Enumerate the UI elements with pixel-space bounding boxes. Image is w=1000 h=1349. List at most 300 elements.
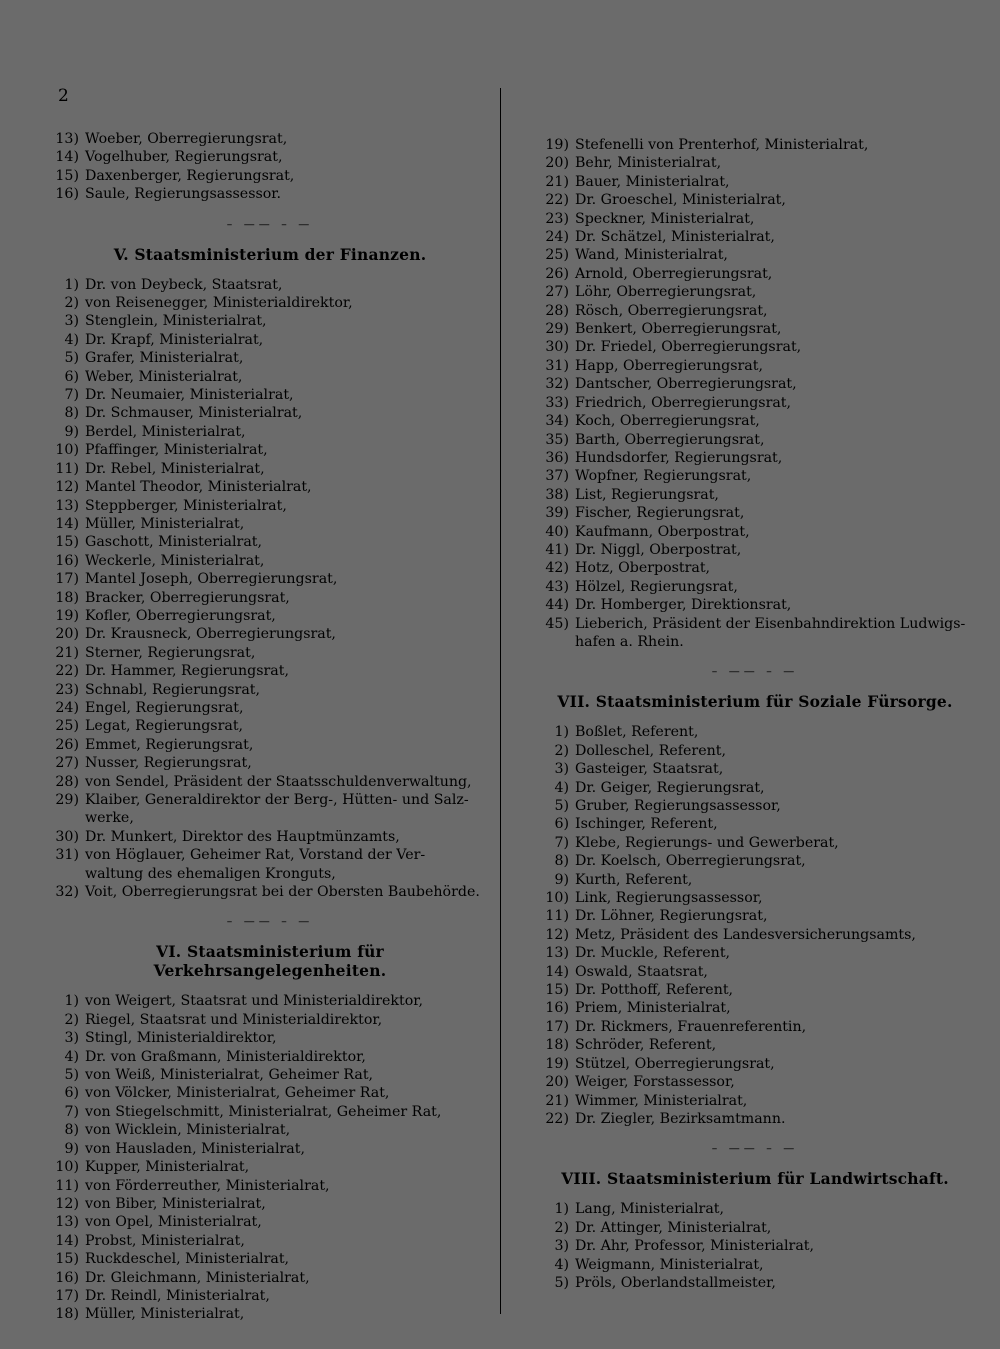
entry-text: Dr. Gleichmann, Ministerialrat, [85,1269,310,1286]
list-item [530,815,980,833]
entry-text: Dr. von Graßmann, Ministerialdirektor, [85,1048,366,1065]
entry-text: von Biber, Ministerialrat, [85,1195,266,1212]
entry-number: 39) [545,505,569,522]
list-item [40,883,500,901]
entry-number: 25) [55,718,79,735]
section-separator: – —— – — [226,915,314,929]
list-item [40,368,500,386]
section-title-v: V. Staatsministerium der Finanzen. [113,244,427,264]
entry-number: 4) [64,1048,79,1065]
entry-text: von Förderreuther, Ministerialrat, [85,1177,330,1194]
list-item [40,773,500,791]
list-item [530,760,980,778]
entry-number: 42) [545,560,569,577]
list-item [530,926,980,944]
entry-text: List, Regierungsrat, [575,486,719,503]
entry-number: 26) [55,736,79,753]
list-item [530,173,980,191]
list-item [530,136,980,154]
entry-number: 19) [545,137,569,153]
entry-number: 10) [545,890,569,907]
entry-number: 6) [64,1085,79,1102]
entry-number: 15) [55,534,79,551]
entry-text: von Wicklein, Ministerialrat, [85,1122,291,1139]
entry-text: Lang, Ministerialrat, [575,1201,725,1218]
entry-text: Gasteiger, Staatsrat, [575,761,724,778]
entry-number: 30) [545,339,569,356]
entry-text: Dr. Munkert, Direktor des Hauptmünzamts, [85,828,400,845]
entry-text: Löhr, Oberregierungsrat, [575,284,757,301]
right-column [530,136,980,1292]
entry-text: Bracker, Oberregierungsrat, [85,589,290,606]
entry-number: 21) [55,644,79,661]
entry-text: Link, Regierungsassessor, [575,890,763,907]
list-item [530,467,980,485]
entry-number: 28) [55,773,79,790]
list-item [40,460,500,478]
list-item [40,1103,500,1121]
entry-number: 7) [64,387,79,404]
entry-text: Dr. Hammer, Regierungsrat, [85,663,289,680]
list-item [530,871,980,889]
entry-text: Hundsdorfer, Regierungsrat, [575,449,783,466]
entry-number: 13) [545,945,569,962]
entry-number: 10) [55,1159,79,1176]
list-item [530,394,980,412]
entry-text: Pröls, Oberlandstallmeister, [575,1274,776,1291]
entry-text: Vogelhuber, Regierungsrat, [85,149,283,166]
entry-text: Dr. Löhner, Regierungsrat, [575,908,768,925]
list-item [40,1158,500,1176]
entry-number: 36) [545,449,569,466]
entry-text: Dr. Krausneck, Oberregierungsrat, [85,626,336,643]
list-item [40,1140,500,1158]
entry-text: Hölzel, Regierungsrat, [575,578,738,595]
entry-number: 15) [55,167,79,184]
entry-number: 14) [55,1232,79,1249]
list-item [530,246,980,264]
entry-text: Weber, Ministerialrat, [85,368,243,385]
entry-number: 43) [545,578,569,595]
entry-text: Dr. Niggl, Oberpostrat, [575,541,742,558]
entry-number: 35) [545,431,569,448]
list-item [530,283,980,301]
entry-text: Saule, Regierungsassessor. [85,186,282,203]
entry-number: 23) [545,210,569,227]
entry-text: Dr. von Deybeck, Staatsrat, [85,276,283,293]
entry-number: 9) [64,423,79,440]
entry-text: Probst, Ministerialrat, [85,1232,245,1249]
list-item [40,1287,500,1305]
list-item [40,846,500,864]
entry-number: 16) [55,1269,79,1286]
entry-text: Dr. Ahr, Professor, Ministerialrat, [575,1238,814,1255]
entry-number: 8) [554,853,569,870]
entry-text: Mantel Theodor, Ministerialrat, [85,479,312,496]
entry-text-continuation: hafen a. Rhein. [575,633,684,650]
entry-number: 31) [545,357,569,374]
entry-number: 11) [545,908,569,925]
entry-text: Dr. Homberger, Direktionsrat, [575,597,792,614]
list-item [40,312,500,330]
entry-text: Dr. Neumaier, Ministerialrat, [85,387,294,404]
list-item [40,1269,500,1287]
entry-text: Barth, Oberregierungsrat, [575,431,765,448]
list-item [40,607,500,625]
list-item [530,375,980,393]
list-item [530,889,980,907]
list-item [40,1029,500,1047]
entry-number: 26) [545,265,569,282]
list-item [40,404,500,422]
entry-number: 16) [55,552,79,569]
list-item [530,541,980,559]
entry-number: 2) [554,742,569,759]
list-item [40,185,500,203]
entry-number: 44) [545,597,569,614]
entry-text: Hotz, Oberpostrat, [575,560,711,577]
entry-number: 28) [545,302,569,319]
list-item [40,1250,500,1268]
entry-text: von Weiß, Ministerialrat, Geheimer Rat, [85,1067,374,1084]
entry-number: 1) [64,993,79,1010]
list-item [40,515,500,533]
entry-text: Kupper, Ministerialrat, [85,1159,250,1176]
entry-text: Bauer, Ministerialrat, [575,173,730,190]
list-item [530,1110,980,1128]
list-item [40,478,500,496]
entry-text: Behr, Ministerialrat, [575,155,722,172]
entry-text: Wand, Ministerialrat, [575,247,728,264]
entry-text: von Reisenegger, Ministerialdirektor, [85,295,353,312]
list-item [40,570,500,588]
entry-number: 11) [55,460,79,477]
entry-text: Engel, Regierungsrat, [85,699,244,716]
entry-text: Kurth, Referent, [575,871,693,888]
list-item [530,504,980,522]
entry-text: Rösch, Oberregierungsrat, [575,302,768,319]
entry-text: Arnold, Oberregierungsrat, [575,265,773,282]
entry-text: Dr. Muckle, Referent, [575,945,731,962]
entry-text: Stenglein, Ministerialrat, [85,313,267,330]
list-item [40,349,500,367]
list-item [530,1256,980,1274]
list-item [40,1232,500,1250]
list-item [530,1018,980,1036]
entry-number: 8) [64,405,79,422]
list-item [530,981,980,999]
entry-number: 34) [545,413,569,430]
list-item [40,423,500,441]
entry-number: 29) [55,792,79,808]
list-item [530,449,980,467]
list-item [40,681,500,699]
entry-number: 12) [55,479,79,496]
entry-text: Dr. Potthoff, Referent, [575,982,734,999]
list-item [530,742,980,760]
right-intro-list [530,136,980,651]
entry-number: 13) [55,131,79,147]
entry-number: 15) [55,1251,79,1268]
entry-text: Dr. Reindl, Ministerialrat, [85,1287,270,1304]
entry-number: 8) [64,1122,79,1139]
list-item [530,963,980,981]
entry-number: 21) [545,173,569,190]
entry-text: von Stiegelschmitt, Ministerialrat, Geheimer Rat, [85,1103,442,1120]
list-item [530,1036,980,1054]
entry-number: 41) [545,541,569,558]
section-title-vii: VII. Staatsministerium für Soziale Fürsorge. [557,692,953,712]
list-item [40,533,500,551]
entry-number: 7) [64,1103,79,1120]
entry-text: Mantel Joseph, Oberregierungsrat, [85,571,338,588]
entry-number: 11) [55,1177,79,1194]
list-item [530,944,980,962]
left-column [40,130,500,1324]
list-item [40,828,500,846]
page-number: 2 [58,86,69,106]
entry-number: 21) [545,1092,569,1109]
list-item [40,699,500,717]
entry-text: Klaiber, Generaldirektor der Berg-, Hütten- und Salz- [85,792,469,808]
list-item [530,852,980,870]
column-divider [500,88,501,1314]
entry-number: 2) [64,295,79,312]
entry-number: 37) [545,468,569,485]
entry-text: Daxenberger, Regierungsrat, [85,167,295,184]
entry-text: Weigmann, Ministerialrat, [575,1256,764,1273]
list-item [530,265,980,283]
list-item [530,797,980,815]
entry-text: von Weigert, Staatsrat und Ministerialdirektor, [85,993,423,1010]
list-item [530,999,980,1017]
entry-text: von Hausladen, Ministerialrat, [85,1140,305,1157]
list-item [530,412,980,430]
entry-text: von Sendel, Präsident der Staatsschuldenverwaltung, [85,773,472,790]
entry-number: 4) [554,779,569,796]
section-vi-list [40,992,500,1323]
list-item [40,1048,500,1066]
entry-number: 4) [554,1256,569,1273]
list-item [40,736,500,754]
list-item [40,992,500,1010]
entry-text: Dr. Krapf, Ministerialrat, [85,331,264,348]
list-item [40,1121,500,1139]
list-item [40,1305,500,1323]
entry-text: Ischinger, Referent, [575,816,718,833]
list-item [40,1066,500,1084]
list-item [530,1200,980,1218]
entry-text: Weiger, Forstassessor, [575,1074,735,1091]
list-item [530,338,980,356]
entry-number: 5) [554,798,569,814]
entry-number: 13) [55,1214,79,1231]
section-separator: – —— – — [711,665,799,679]
list-item [530,357,980,375]
entry-number: 18) [545,1037,569,1054]
list-item [40,644,500,662]
entry-number: 23) [55,681,79,698]
entry-number: 16) [545,1000,569,1017]
list-item [530,210,980,228]
list-item [530,191,980,209]
list-item [40,1213,500,1231]
entry-number: 12) [545,926,569,943]
list-item [530,559,980,577]
entry-number: 14) [55,149,79,166]
entry-text: Priem, Ministerialrat, [575,1000,731,1017]
section-title-viii: VIII. Staatsministerium für Landwirtschaft. [561,1169,949,1189]
entry-number: 18) [55,1306,79,1323]
section-vii-list [530,723,980,1128]
entry-number: 2) [64,1011,79,1028]
list-item [530,723,980,741]
list-item [40,1177,500,1195]
entry-number: 31) [55,847,79,864]
list-item [40,589,500,607]
list-item [530,431,980,449]
list-item [530,1055,980,1073]
entry-text-continuation: waltung des ehemaligen Kronguts, [85,865,336,882]
entry-text: Happ, Oberregierungsrat, [575,357,763,374]
section-separator: – —— – — [711,1142,799,1156]
list-item [530,1092,980,1110]
list-item [40,1084,500,1102]
entry-number: 3) [554,761,569,778]
list-item [530,834,980,852]
entry-text: Weckerle, Ministerialrat, [85,552,265,569]
list-item [40,1011,500,1029]
entry-text: Müller, Ministerialrat, [85,515,245,532]
left-intro-list [40,130,500,204]
entry-text: Dr. Schmauser, Ministerialrat, [85,405,303,422]
entry-text: Legat, Regierungsrat, [85,718,244,735]
entry-text: Speckner, Ministerialrat, [575,210,755,227]
list-item [40,130,500,148]
entry-text: von Höglauer, Geheimer Rat, Vorstand der Ver- [85,847,426,864]
entry-number: 20) [545,155,569,172]
entry-text: Voit, Oberregierungsrat bei der Obersten Baubehörde. [85,884,480,901]
entry-text: Gruber, Regierungsassessor, [575,798,781,814]
entry-number: 20) [55,626,79,643]
list-item [530,907,980,925]
entry-text: Nusser, Regierungsrat, [85,755,252,772]
list-item [530,578,980,596]
entry-text: Stützel, Oberregierungsrat, [575,1055,775,1072]
entry-text: Metz, Präsident des Landesversicherungsamts, [575,926,916,943]
entry-text: Dr. Ziegler, Bezirksamtmann. [575,1110,786,1127]
entry-text: Dr. Groeschel, Ministerialrat, [575,192,786,209]
list-item [530,320,980,338]
entry-text: Stefenelli von Prenterhof, Ministerialrat, [575,137,869,153]
entry-number: 10) [55,442,79,459]
list-item [530,523,980,541]
entry-text: Steppberger, Ministerialrat, [85,497,287,514]
list-item [40,441,500,459]
entry-number: 22) [55,663,79,680]
list-item [530,1219,980,1237]
entry-number: 3) [554,1238,569,1255]
entry-text: Boßlet, Referent, [575,724,699,741]
entry-number: 32) [545,376,569,393]
entry-text: Müller, Ministerialrat, [85,1306,245,1323]
entry-number: 22) [545,1110,569,1127]
entry-text: Schnabl, Regierungsrat, [85,681,261,698]
entry-number: 27) [545,284,569,301]
list-item [40,386,500,404]
list-item [530,1237,980,1255]
entry-text-continuation: werke, [85,810,134,827]
entry-number: 40) [545,523,569,540]
entry-number: 6) [64,368,79,385]
entry-text: Friedrich, Oberregierungsrat, [575,394,792,411]
entry-text: Woeber, Oberregierungsrat, [85,131,288,147]
list-item [530,1274,980,1292]
entry-number: 17) [545,1018,569,1035]
entry-text: Kofler, Oberregierungsrat, [85,607,276,624]
list-item [530,486,980,504]
entry-text: Emmet, Regierungsrat, [85,736,254,753]
entry-text: Koch, Oberregierungsrat, [575,413,760,430]
entry-text: Wimmer, Ministerialrat, [575,1092,748,1109]
entry-text: Lieberich, Präsident der Eisenbahndirektion Ludwigs- [575,615,966,632]
entry-number: 17) [55,1287,79,1304]
entry-number: 16) [55,186,79,203]
entry-number: 14) [545,963,569,980]
entry-text: Sterner, Regierungsrat, [85,644,256,661]
entry-number: 7) [554,834,569,851]
entry-number: 19) [545,1055,569,1072]
list-item [530,302,980,320]
entry-number: 45) [545,615,569,632]
entry-text: Kaufmann, Oberpostrat, [575,523,750,540]
entry-text: Dr. Koelsch, Oberregierungsrat, [575,853,806,870]
list-item [530,596,980,614]
list-item [40,625,500,643]
entry-number: 9) [554,871,569,888]
entry-number: 33) [545,394,569,411]
entry-text: Riegel, Staatsrat und Ministerialdirektor, [85,1011,383,1028]
entry-number: 30) [55,828,79,845]
entry-number: 24) [55,699,79,716]
list-item [40,497,500,515]
entry-number: 3) [64,313,79,330]
list-item-continuation [40,809,500,827]
section-v-list [40,276,500,902]
entry-number: 20) [545,1074,569,1091]
list-item [530,779,980,797]
list-item [530,615,980,633]
entry-text: Wopfner, Regierungsrat, [575,468,752,485]
section-title-vi: VI. Staatsministerium für Verkehrsangelegenheiten. [153,942,387,981]
list-item [40,754,500,772]
entry-number: 5) [554,1274,569,1291]
list-item [40,1195,500,1213]
entry-number: 27) [55,755,79,772]
entry-number: 14) [55,515,79,532]
entry-number: 6) [554,816,569,833]
list-item [40,148,500,166]
entry-text: Oswald, Staatsrat, [575,963,708,980]
list-item [530,228,980,246]
list-item [40,662,500,680]
entry-text: Berdel, Ministerialrat, [85,423,246,440]
list-item-continuation [40,865,500,883]
list-item [40,294,500,312]
entry-text: Gaschott, Ministerialrat, [85,534,263,551]
entry-text: Ruckdeschel, Ministerialrat, [85,1251,290,1268]
entry-number: 2) [554,1219,569,1236]
